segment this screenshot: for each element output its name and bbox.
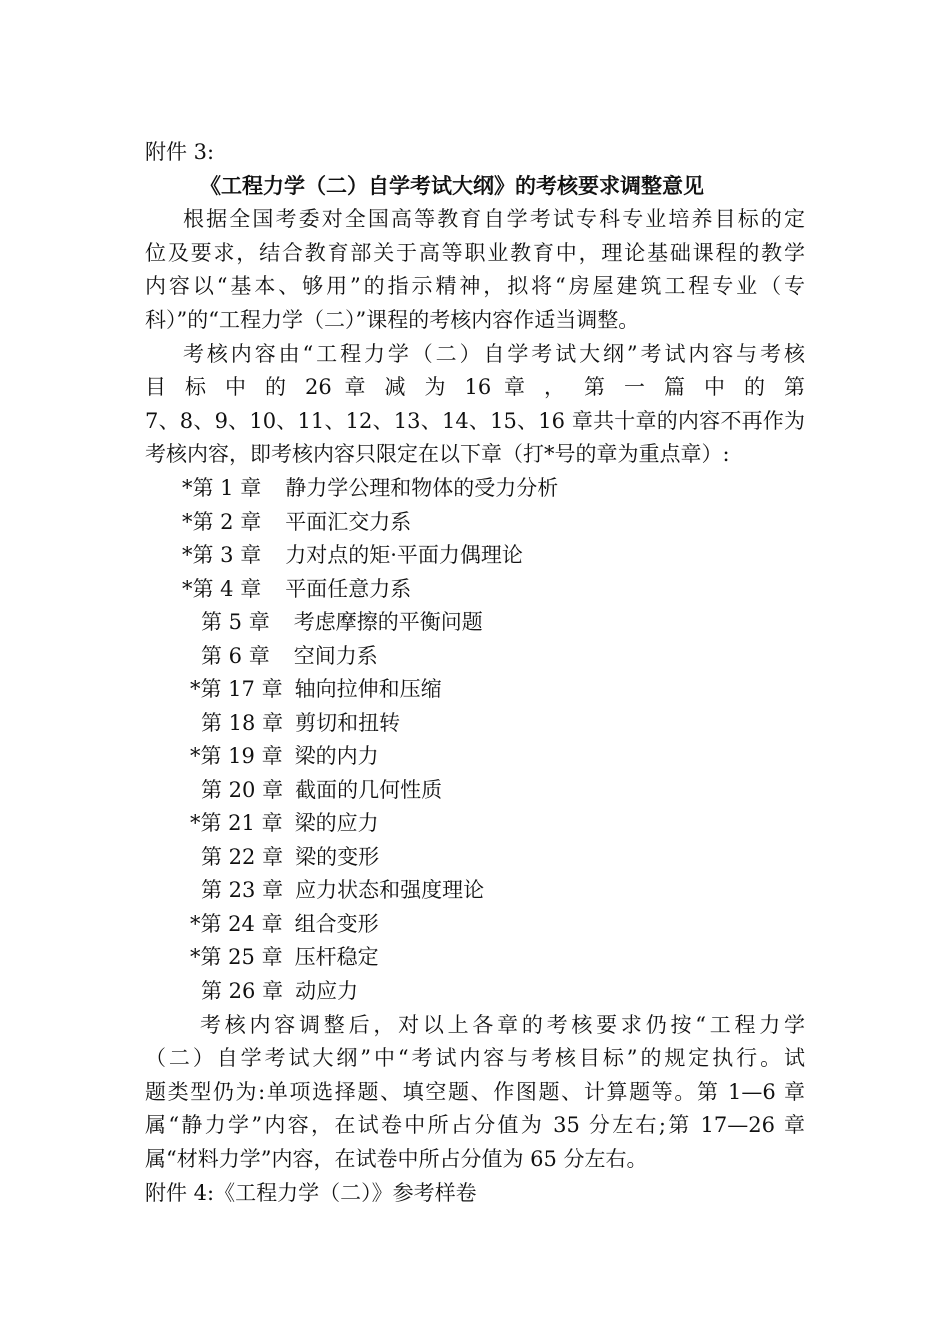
chapter-item bbox=[190, 674, 850, 704]
para3-line: 题类型仍为:单项选择题、填空题、作图题、计算题等。第 1—6 章 bbox=[145, 1080, 805, 1104]
chapter-title: 静力学公理和物体的受力分析 bbox=[285, 476, 559, 500]
chapter-item bbox=[182, 507, 842, 537]
para3-line: （二）自学考试大纲”中“考试内容与考核目标”的规定执行。试 bbox=[145, 1046, 805, 1070]
chapter-item bbox=[201, 607, 861, 637]
chapter-item bbox=[182, 574, 842, 604]
para2-line: 目 标 中 的 26 章 减 为 16 章 ， 第 一 篇 中 的 第 bbox=[145, 375, 805, 399]
chapter-number: 第 2 章 bbox=[192, 509, 262, 534]
document-title: 《工程力学（二）自学考试大纲》的考核要求调整意见 bbox=[200, 174, 704, 198]
chapter-number: 第 20 章 bbox=[201, 777, 284, 802]
key-chapter-mark: * bbox=[182, 509, 193, 534]
para1-line: 根据全国考委对全国高等教育自学考试专科专业培养目标的定 bbox=[183, 207, 805, 231]
para3-line: 属“材料力学”内容，在试卷中所占分值为 65 分左右。 bbox=[145, 1147, 648, 1171]
chapter-number: 第 23 章 bbox=[201, 878, 284, 902]
para1-line: 科）”的“工程力学（二）”课程的考核内容作适当调整。 bbox=[145, 308, 640, 332]
key-chapter-mark: * bbox=[182, 476, 193, 500]
chapter-title: 梁的内力 bbox=[294, 744, 379, 768]
chapter-number: 第 17 章 bbox=[200, 677, 283, 701]
chapter-item bbox=[201, 976, 861, 1006]
key-chapter-mark: * bbox=[190, 677, 201, 701]
chapter-title: 平面任意力系 bbox=[285, 576, 412, 601]
attachment3-label: 附件 3: bbox=[145, 140, 215, 164]
attachment4-label: 附件 4:《工程力学（二）》参考样卷 bbox=[145, 1181, 477, 1205]
chapter-number: 第 3 章 bbox=[192, 543, 262, 567]
key-chapter-mark: * bbox=[182, 543, 193, 567]
chapter-number: 第 6 章 bbox=[201, 643, 270, 668]
chapter-item bbox=[190, 942, 850, 972]
chapter-item bbox=[201, 842, 861, 872]
chapter-title: 力对点的矩·平面力偶理论 bbox=[285, 543, 523, 567]
chapter-number: 第 19 章 bbox=[200, 744, 283, 768]
chapter-item bbox=[201, 875, 861, 905]
chapter-title: 截面的几何性质 bbox=[295, 777, 443, 802]
key-chapter-mark: * bbox=[190, 811, 201, 835]
chapter-item bbox=[190, 741, 850, 771]
chapter-number: 第 25 章 bbox=[200, 945, 283, 969]
para3-line: 属“静力学”内容，在试卷中所占分值为 35 分左右;第 17—26 章 bbox=[145, 1113, 805, 1137]
chapter-title: 压杆稳定 bbox=[294, 945, 379, 969]
chapter-item bbox=[201, 708, 861, 738]
key-chapter-mark: * bbox=[190, 945, 201, 969]
chapter-title: 轴向拉伸和压缩 bbox=[294, 677, 442, 701]
chapter-title: 考虑摩擦的平衡问题 bbox=[293, 610, 483, 634]
key-chapter-mark: * bbox=[190, 744, 201, 768]
chapter-title: 空间力系 bbox=[293, 643, 378, 668]
chapter-title: 应力状态和强度理论 bbox=[295, 878, 485, 902]
chapter-title: 平面汇交力系 bbox=[285, 509, 412, 534]
key-chapter-mark: * bbox=[182, 576, 193, 601]
chapter-item bbox=[182, 540, 842, 570]
chapter-item bbox=[190, 909, 850, 939]
chapter-number: 第 26 章 bbox=[201, 978, 284, 1003]
chapter-number: 第 21 章 bbox=[200, 811, 283, 835]
para2-line: 考核内容，即考核内容只限定在以下章（打*号的章为重点章）: bbox=[145, 442, 730, 466]
chapter-title: 组合变形 bbox=[294, 911, 379, 936]
chapter-item bbox=[201, 641, 861, 671]
para3-line: 考核内容调整后，对以上各章的考核要求仍按“工程力学 bbox=[200, 1013, 805, 1037]
para2-line: 考核内容由“工程力学（二）自学考试大纲”考试内容与考核 bbox=[183, 342, 805, 366]
para1-line: 位及要求，结合教育部关于高等职业教育中，理论基础课程的教学 bbox=[145, 241, 805, 265]
chapter-item bbox=[201, 775, 861, 805]
chapter-title: 梁的变形 bbox=[295, 844, 380, 869]
chapter-number: 第 18 章 bbox=[201, 710, 284, 735]
para1-line: 内容以“基本、够用”的指示精神，拟将“房屋建筑工程专业（专 bbox=[145, 274, 805, 298]
chapter-item bbox=[182, 473, 842, 503]
chapter-number: 第 24 章 bbox=[200, 911, 283, 936]
chapter-number: 第 5 章 bbox=[201, 610, 270, 634]
key-chapter-mark: * bbox=[190, 911, 201, 936]
chapter-number: 第 22 章 bbox=[201, 844, 284, 869]
chapter-title: 梁的应力 bbox=[294, 811, 379, 835]
chapter-number: 第 1 章 bbox=[192, 476, 262, 500]
para2-line: 7、8、9、10、11、12、13、14、15、16 章共十章的内容不再作为 bbox=[145, 409, 805, 433]
chapter-title: 动应力 bbox=[295, 978, 359, 1003]
chapter-title: 剪切和扭转 bbox=[295, 710, 401, 735]
chapter-item bbox=[190, 808, 850, 838]
chapter-number: 第 4 章 bbox=[192, 576, 262, 601]
